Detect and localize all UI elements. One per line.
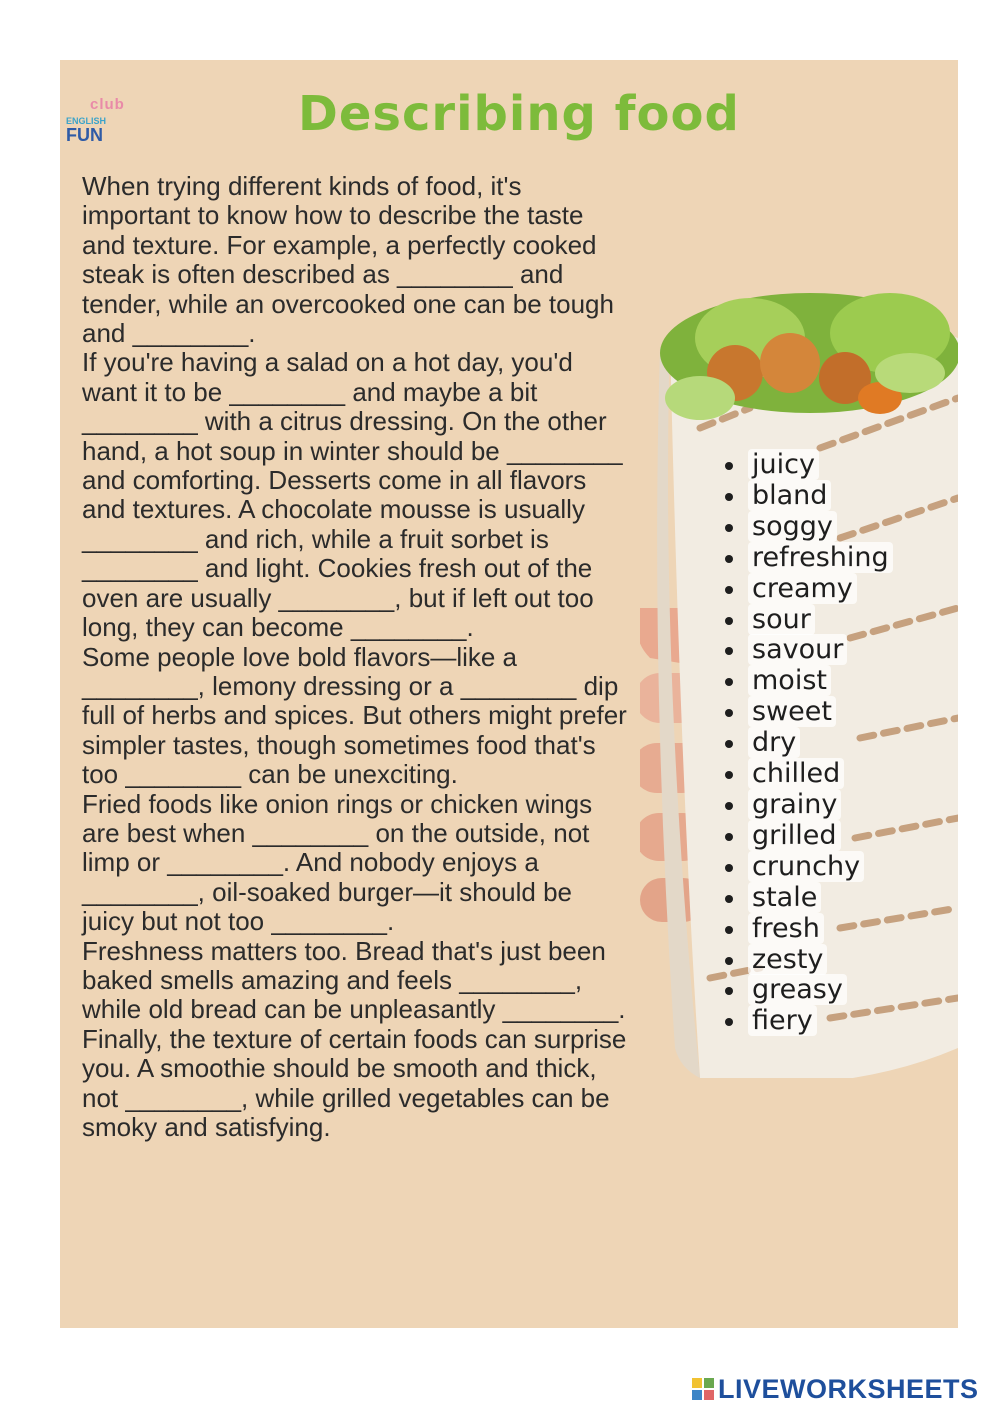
word-bank-item: sweet (720, 697, 893, 728)
logo-club-text: club (90, 96, 125, 113)
reading-text (82, 172, 627, 1142)
logo-fun-text: FUN (66, 125, 103, 145)
word-bank-item: refreshing (720, 543, 893, 574)
liveworksheets-brand: LIVEWORKSHEETS (718, 1373, 979, 1404)
word-bank-item: moist (720, 666, 893, 697)
paragraph: Finally, the texture of certain foods can surprise you. A smoothie should be smooth and thick, not ________, while grilled vegetables can be smoky and satisfying. (82, 1023, 627, 1142)
english-fun-club-logo (64, 96, 144, 146)
word-bank-item: fiery (720, 1006, 893, 1037)
word-bank-item: creamy (720, 574, 893, 605)
worksheet (60, 60, 958, 1328)
word-bank-item: greasy (720, 975, 893, 1006)
word-bank-item: dry (720, 728, 893, 759)
logo-english-text: ENGLISH (66, 116, 107, 126)
liveworksheets-footer[interactable] (692, 1374, 979, 1404)
word-bank-item: juicy (720, 450, 893, 481)
paragraph: When trying different kinds of food, it's important to know how to describe the taste and texture. For example, a perfectly cooked steak is often described as ________ and tender, while an overcooked one can be tough and ________. (82, 171, 614, 349)
word-bank-item: grilled (720, 821, 893, 852)
paragraph: Freshness matters too. Bread that's just been baked smells amazing and feels ________, while old bread can be unpleasantly ________. (82, 935, 626, 1025)
word-bank-item: grainy (720, 790, 893, 821)
word-bank-item: chilled (720, 759, 893, 790)
word-bank-item: fresh (720, 914, 893, 945)
word-bank-item: zesty (720, 945, 893, 976)
word-bank-item: savour (720, 635, 893, 666)
word-bank-item: bland (720, 481, 893, 512)
word-bank-item: crunchy (720, 852, 893, 883)
paragraph: If you're having a salad on a hot day, you'd want it to be ________ and maybe a bit ________ with a citrus dressing. On the other hand, a hot soup in winter should be ________ and comforting. Desserts come in all flavors and textures. A chocolate mousse is usually ________ and rich, while a fruit sorbet is ________ and light. Cookies fresh out of the oven are usually ________, but if left out too long, they can become ________. (82, 347, 623, 643)
liveworksheets-logo-icon (692, 1378, 714, 1400)
word-bank-item: stale (720, 883, 893, 914)
word-bank-item: soggy (720, 512, 893, 543)
page-title: Describing food (298, 86, 740, 142)
word-bank (720, 450, 893, 1037)
paragraph: Some people love bold flavors—like a ________, lemony dressing or a ________ dip full of herbs and spices. But others might prefer simpler tastes, though sometimes food that's too ________ can be unexciting. (82, 641, 627, 790)
paragraph: Fried foods like onion rings or chicken wings are best when ________ on the outside, not limp or ________. And nobody enjoys a ________, oil-soaked burger—it should be juicy but not too ________. (82, 788, 593, 937)
word-bank-item: sour (720, 605, 893, 636)
